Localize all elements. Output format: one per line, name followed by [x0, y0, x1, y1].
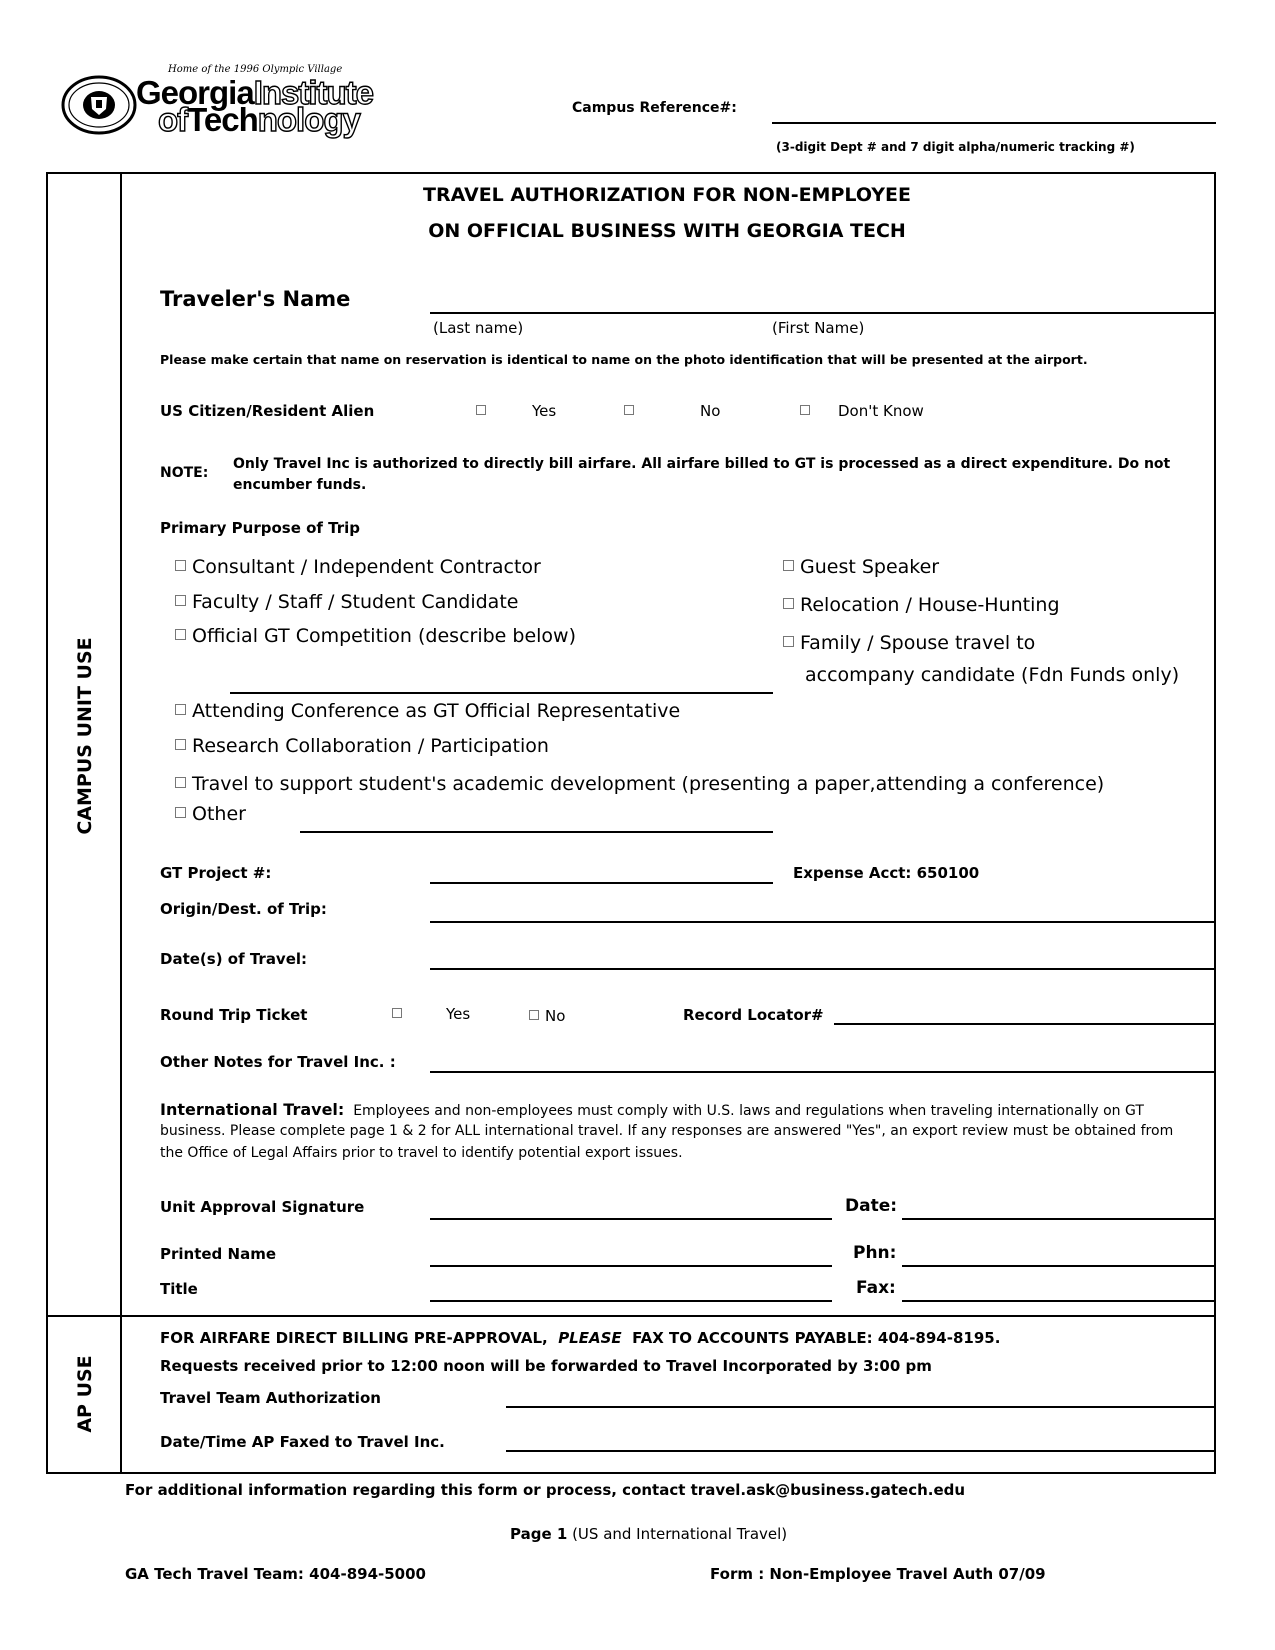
- logo-tagline: Home of the 1996 Olympic Village: [168, 64, 343, 75]
- purpose-research[interactable]: Research Collaboration / Participation: [175, 735, 549, 757]
- unit-approval-label: Unit Approval Signature: [160, 1198, 365, 1216]
- form-title-line1: TRAVEL AUTHORIZATION FOR NON-EMPLOYEE: [422, 184, 912, 206]
- other-notes-line[interactable]: [430, 1071, 1216, 1073]
- purpose-student-development[interactable]: Travel to support student's academic development (presenting a paper,attending a conference): [175, 773, 1104, 795]
- checkbox-icon[interactable]: [175, 777, 186, 788]
- logo-line2: ofTechnology: [158, 101, 360, 138]
- checkbox-icon[interactable]: [175, 704, 186, 715]
- footer-contact: For additional information regarding this form or process, contact travel.ask@business.gatech.edu: [125, 1481, 966, 1499]
- citizen-no[interactable]: No: [624, 402, 720, 420]
- purpose-relocation[interactable]: Relocation / House-Hunting: [783, 594, 1060, 616]
- checkbox-icon[interactable]: [175, 739, 186, 750]
- campus-unit-use-label: CAMPUS UNIT USE: [74, 637, 96, 835]
- other-describe-line[interactable]: [300, 831, 773, 833]
- traveler-name-label: Traveler's Name: [160, 287, 351, 311]
- international-line1: International Travel: Employees and non-employees must comply with U.S. laws and regulations when traveling internationally on GT: [160, 1100, 1144, 1119]
- traveler-name-line[interactable]: [430, 312, 1216, 314]
- fax-label: Fax:: [856, 1278, 896, 1298]
- round-trip-label: Round Trip Ticket: [160, 1006, 308, 1024]
- title-line[interactable]: [430, 1300, 832, 1302]
- printed-name-line[interactable]: [430, 1265, 832, 1267]
- approval-date-line[interactable]: [902, 1218, 1216, 1220]
- purpose-other[interactable]: Other: [175, 803, 246, 825]
- citizen-dont-know[interactable]: Don't Know: [800, 402, 924, 420]
- note-text-2: encumber funds.: [233, 477, 367, 493]
- printed-name-label: Printed Name: [160, 1245, 276, 1263]
- campus-ref-line[interactable]: [772, 122, 1216, 124]
- record-locator-label: Record Locator#: [683, 1006, 824, 1024]
- other-notes-label: Other Notes for Travel Inc. :: [160, 1053, 396, 1071]
- purpose-guest-speaker[interactable]: Guest Speaker: [783, 556, 939, 578]
- note-label: NOTE:: [160, 465, 209, 481]
- ap-faxed-label: Date/Time AP Faxed to Travel Inc.: [160, 1433, 445, 1451]
- logo-line1: GeorgiaInstitute: [136, 74, 374, 111]
- phone-line[interactable]: [902, 1265, 1216, 1267]
- travel-team-auth-label: Travel Team Authorization: [160, 1389, 381, 1407]
- checkbox-icon[interactable]: [624, 405, 634, 415]
- title-label: Title: [160, 1280, 198, 1298]
- ap-preapproval-line: FOR AIRFARE DIRECT BILLING PRE-APPROVAL, PLEASE FAX TO ACCOUNTS PAYABLE: 404-894-8195.: [160, 1329, 1001, 1347]
- unit-approval-line[interactable]: [430, 1218, 832, 1220]
- record-locator-line[interactable]: [834, 1023, 1216, 1025]
- checkbox-icon[interactable]: [175, 629, 186, 640]
- approval-date-label: Date:: [845, 1196, 898, 1216]
- checkbox-icon[interactable]: [175, 560, 186, 571]
- checkbox-icon[interactable]: [392, 1008, 402, 1018]
- checkbox-icon[interactable]: [529, 1010, 539, 1020]
- citizen-label: US Citizen/Resident Alien: [160, 402, 375, 420]
- project-label: GT Project #:: [160, 864, 272, 882]
- purpose-conference-rep[interactable]: Attending Conference as GT Official Representative: [175, 700, 680, 722]
- competition-describe-line[interactable]: [230, 692, 773, 694]
- origin-line[interactable]: [430, 921, 1216, 923]
- round-trip-yes[interactable]: Yes: [392, 1005, 470, 1023]
- footer-page: Page 1 (US and International Travel): [510, 1525, 788, 1543]
- first-name-hint: (First Name): [772, 319, 865, 337]
- ap-faxed-line[interactable]: [506, 1450, 1216, 1452]
- checkbox-icon[interactable]: [783, 598, 794, 609]
- checkbox-icon[interactable]: [476, 405, 486, 415]
- ap-use-label: AP USE: [74, 1355, 96, 1433]
- form-title-line2: ON OFFICIAL BUSINESS WITH GEORGIA TECH: [428, 220, 906, 242]
- campus-ref-hint: (3-digit Dept # and 7 digit alpha/numeric tracking #): [776, 140, 1135, 154]
- purpose-faculty-candidate[interactable]: Faculty / Staff / Student Candidate: [175, 591, 518, 613]
- checkbox-icon[interactable]: [175, 595, 186, 606]
- footer-form-id: Form : Non-Employee Travel Auth 07/09: [710, 1565, 1046, 1583]
- origin-label: Origin/Dest. of Trip:: [160, 900, 327, 918]
- dates-label: Date(s) of Travel:: [160, 950, 308, 968]
- purpose-family-spouse-cont: accompany candidate (Fdn Funds only): [805, 664, 1180, 686]
- checkbox-icon[interactable]: [800, 405, 810, 415]
- international-line3: the Office of Legal Affairs prior to travel to identify potential export issues.: [160, 1145, 683, 1161]
- traveler-name-note: Please make certain that name on reservation is identical to name on the photo identification that will be presented at the airport.: [160, 352, 1088, 367]
- ap-requests-note: Requests received prior to 12:00 noon will be forwarded to Travel Incorporated by 3:00 pm: [160, 1357, 932, 1375]
- travel-team-auth-line[interactable]: [506, 1406, 1216, 1408]
- expense-account: Expense Acct: 650100: [793, 864, 980, 882]
- fax-line[interactable]: [902, 1300, 1216, 1302]
- checkbox-icon[interactable]: [783, 636, 794, 647]
- purpose-family-spouse[interactable]: Family / Spouse travel to: [783, 632, 1035, 654]
- campus-ref-label: Campus Reference#:: [572, 100, 737, 116]
- dates-line[interactable]: [430, 968, 1216, 970]
- note-text-1: Only Travel Inc is authorized to directly bill airfare. All airfare billed to GT is processed as a direct expenditure. Do not: [233, 456, 1171, 472]
- last-name-hint: (Last name): [433, 319, 524, 337]
- purpose-label: Primary Purpose of Trip: [160, 519, 361, 537]
- round-trip-no[interactable]: No: [529, 1007, 565, 1025]
- gt-seal-icon: [60, 75, 138, 135]
- checkbox-icon[interactable]: [175, 807, 186, 818]
- citizen-yes[interactable]: Yes: [476, 402, 556, 420]
- project-line[interactable]: [430, 882, 773, 884]
- international-line2: business. Please complete page 1 & 2 for ALL international travel. If any responses are answered "Yes", an export review must be obtained from: [160, 1123, 1174, 1139]
- purpose-consultant[interactable]: Consultant / Independent Contractor: [175, 556, 541, 578]
- phone-label: Phn:: [853, 1243, 897, 1263]
- checkbox-icon[interactable]: [783, 560, 794, 571]
- footer-travel-team: GA Tech Travel Team: 404-894-5000: [125, 1565, 426, 1583]
- purpose-competition[interactable]: Official GT Competition (describe below): [175, 625, 576, 647]
